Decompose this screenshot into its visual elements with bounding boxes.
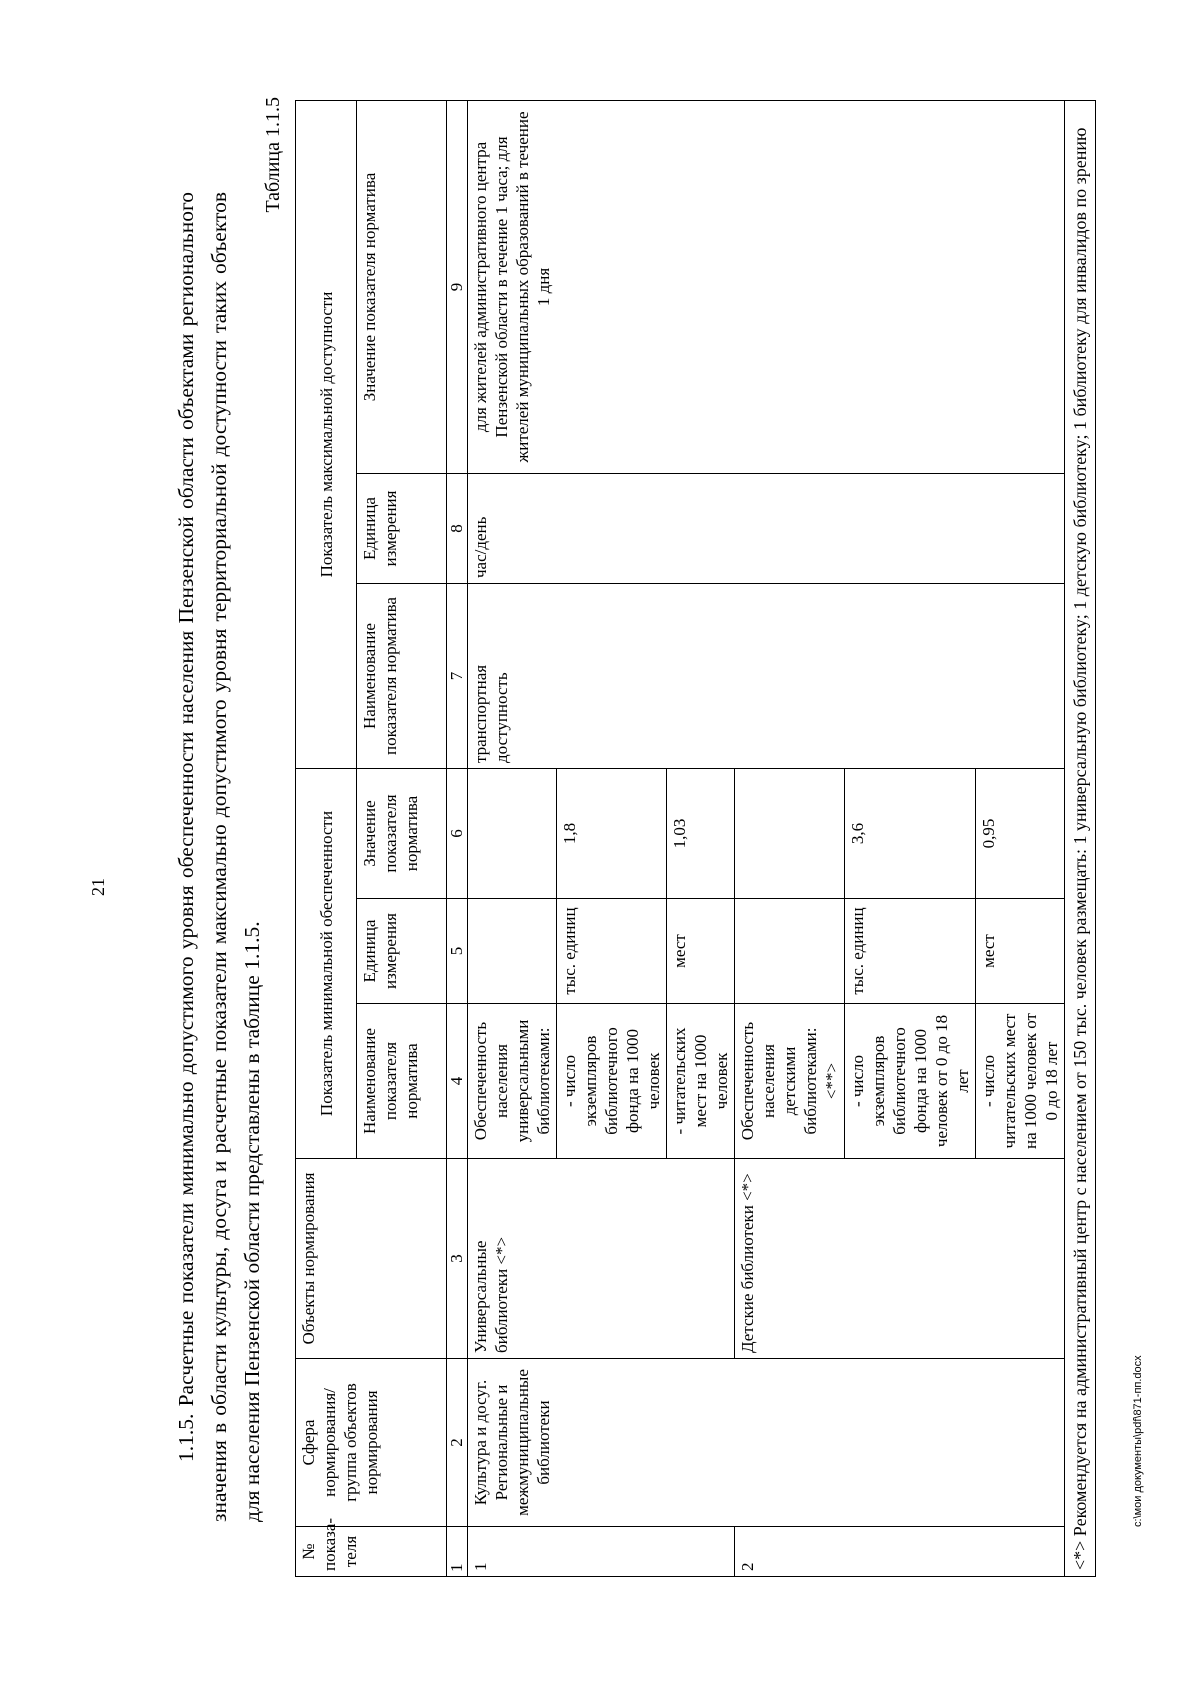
row1-sub2-value: 1,03 [667, 769, 735, 899]
header-value-2: Значение показателя норматива [357, 101, 447, 474]
col-number: 8 [447, 474, 468, 584]
header-max-group: Показатель максимальной доступности [296, 101, 357, 769]
empty-cell [735, 769, 845, 899]
header-unit-2: Единица измерения [357, 474, 447, 584]
col-number: 2 [447, 1359, 468, 1527]
header-min-group: Показатель минимальной обеспеченности [296, 769, 357, 1159]
header-value: Значение показателя норматива [357, 769, 447, 899]
row2-object: Детские библиотеки <*> [735, 1159, 1065, 1359]
footnote: <*> Рекомендуется на административный центр с населением от 150 тыс. человек размещать: 1 универсальную библиотеку; 1 детскую библиотеку; 1 библиотеку для инвалидов по зрению [1065, 101, 1096, 1577]
row1-sub2-name: - читательских мест на 1000 человек [667, 1004, 735, 1159]
page-number: 21 [88, 878, 108, 896]
access-value: для жителей административного центра Пензенской области в течение 1 часа; для жителей муниципальных образований в течение 1 дня [468, 101, 1065, 474]
row2-num: 2 [735, 1527, 1065, 1577]
col-number: 5 [447, 899, 468, 1004]
header-unit: Единица измерения [357, 899, 447, 1004]
empty-cell [468, 899, 557, 1004]
row1-sub1-name: - число экземпляров библиотечного фонда на 1000 человек [557, 1004, 667, 1159]
file-path: c:\мои документы\pdf\871-пп.docx [1132, 1355, 1144, 1527]
header-name: Наименование показателя норматива [357, 1004, 447, 1159]
footnote-row [1065, 101, 1096, 1577]
row2-sub1-name: - число экземпляров библиотечного фонда на 1000 человек от 0 до 18 лет [845, 1004, 976, 1159]
header-sphere: Сфера нормирования/ группа объектов нормирования [296, 1359, 447, 1527]
header-name-2: Наименование показателя норматива [357, 584, 447, 769]
row1-object: Универсальные библиотеки <*> [468, 1159, 735, 1359]
row1-indicator-title: Обеспеченность населения универсальными библиотеками: [468, 1004, 557, 1159]
col-number: 3 [447, 1159, 468, 1359]
col-number: 6 [447, 769, 468, 899]
row2-sub2-name: - число читательских мест на 1000 человек от 0 до 18 лет [976, 1004, 1065, 1159]
header-objects: Объекты нормирования [296, 1159, 447, 1359]
col-number: 1 [447, 1527, 468, 1577]
header-num: № показа-теля [296, 1527, 447, 1577]
row2-sub1-value: 3,6 [845, 769, 976, 899]
column-numbers-row [447, 101, 468, 1577]
row2-sub2-value: 0,95 [976, 769, 1065, 899]
row1-sphere: Культура и досуг. Региональные и межмуниципальные библиотеки [468, 1359, 1065, 1527]
row1-sub2-unit: мест [667, 899, 735, 1004]
empty-cell [468, 769, 557, 899]
row1-num: 1 [468, 1527, 735, 1577]
access-name: транспортная доступность [468, 584, 1065, 769]
row2-indicator-title: Обеспеченность населения детскими библиотеками: <**> [735, 1004, 845, 1159]
table-row [468, 101, 557, 1577]
row1-sub1-value: 1,8 [557, 769, 667, 899]
access-unit: час/день [468, 474, 1065, 584]
col-number: 9 [447, 101, 468, 474]
col-number: 4 [447, 1004, 468, 1159]
table-caption: Таблица 1.1.5 [262, 97, 284, 213]
intro-paragraph: 1.1.5. Расчетные показатели минимально допустимого уровня обеспеченности населения Пензенской области объектами регионального значения в области культуры, досуга и расчетные показатели максимально допустимого уровня территориальной доступности таких объектов для населения Пензенской области представлены в таблице 1.1.5. [174, 192, 264, 1522]
col-number: 7 [447, 584, 468, 769]
empty-cell [735, 899, 845, 1004]
row2-sub2-unit: мест [976, 899, 1065, 1004]
norms-table [295, 100, 1096, 1577]
row2-sub1-unit: тыс. единиц [845, 899, 976, 1004]
row1-sub1-unit: тыс. единиц [557, 899, 667, 1004]
